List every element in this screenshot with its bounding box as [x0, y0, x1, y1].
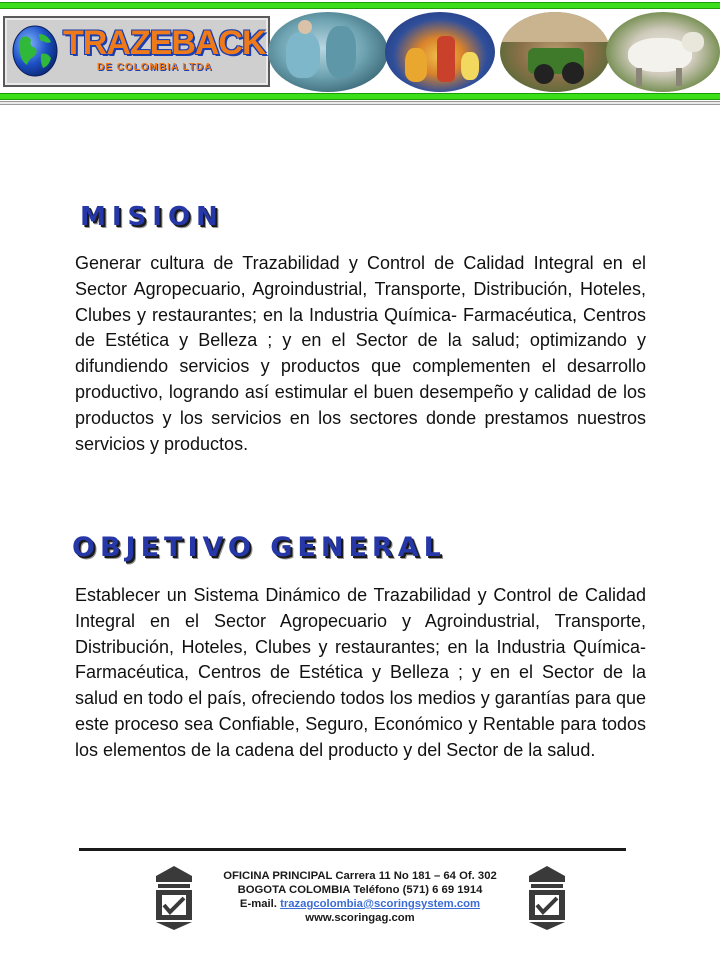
footer-email-line: [200, 897, 520, 911]
mision-text: Generar cultura de Trazabilidad y Control de Calidad Integral en el Sector Agropecuario, Agroindustrial, Transporte, Distribución, Hoteles, Clubes y restaurantes; en la Industria Química- Farmacéutica, Centros de Estética y Belleza ; y en el Sector de la salud; optimizando y difundiendo servicios y productos que complementen el desarrollo productivo, logrando así estimular el buen desempeño y calidad de los productos y los servicios en los sectores donde prestamos nuestros servicios y productos.: [75, 253, 646, 454]
logo-subtitle: DE COLOMBIA LTDA: [97, 62, 213, 73]
checkmark-badge-icon: [525, 864, 569, 930]
footer-city-phone: BOGOTA COLOMBIA Teléfono (571) 6 69 1914: [237, 884, 483, 896]
objetivo-general-title: OBJETIVO GENERAL: [72, 532, 446, 563]
header-banner: [0, 0, 720, 110]
footer-divider: [79, 848, 626, 851]
checkmark-badge-icon: [152, 864, 196, 930]
bottom-green-stripe: [0, 93, 720, 100]
bottom-grey-stripe: [0, 101, 720, 105]
mision-title: MISION: [80, 202, 224, 232]
globe-icon: [11, 24, 59, 78]
top-green-stripe: [0, 2, 720, 9]
logo-title: TRAZEBACK: [63, 24, 266, 62]
company-logo: [3, 16, 270, 87]
footer-email-label: E-mail.: [239, 898, 281, 910]
surgery-photo: [268, 12, 388, 92]
tractor-photo: [500, 12, 610, 92]
footer-contact: [200, 869, 520, 925]
objetivo-general-text: Establecer un Sistema Dinámico de Trazabilidad y Control de Calidad Integral en el Sector Agropecuario y Agroindustrial, Transporte, Distribución, Hoteles, Clubes y restaurantes; en la Industria Química- Farmacéutica, Centros de Estética y Belleza ; y en el Sector de la salud en todo el país, ofreciendo todos los medios y garantías para que este proceso sea Confiable, Seguro, Económico y Rentable para todos los elementos de la cadena del producto y del Sector de la salud.: [75, 585, 646, 760]
cattle-photo: [606, 12, 720, 92]
laboratory-photo: [385, 12, 495, 92]
footer-website[interactable]: www.scoringag.com: [305, 912, 415, 924]
footer-email-link[interactable]: trazagcolombia@scoringsystem.com: [280, 898, 481, 910]
footer-office-address: OFICINA PRINCIPAL Carrera 11 No 181 – 64 Of. 302: [223, 870, 497, 882]
